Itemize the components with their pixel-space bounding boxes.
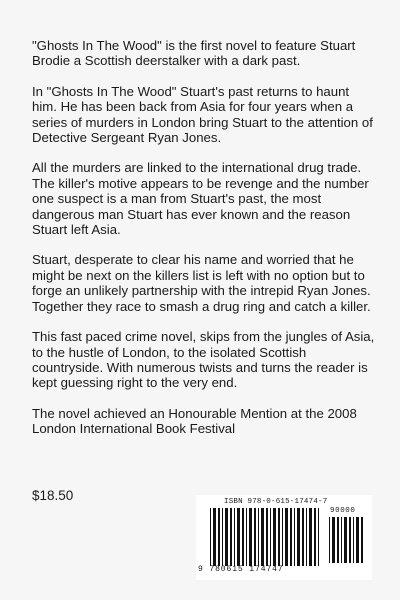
barcode-bar	[266, 508, 268, 566]
barcode-bar	[294, 508, 295, 566]
barcode-bar	[258, 508, 259, 566]
barcode-bar	[225, 508, 228, 566]
barcode-bar	[285, 508, 288, 566]
barcode-bar	[249, 508, 252, 566]
price-addon-number: 90000	[330, 507, 356, 515]
isbn-number: ISBN 978-0-615-17474-7	[224, 498, 328, 506]
barcode-bar	[242, 508, 244, 566]
blurb-paragraph-1: "Ghosts In The Wood" is the first novel to feature Stuart Brodie a Scottish deerstalker with a dark past.	[32, 38, 356, 69]
barcode-bar	[254, 508, 256, 566]
barcode-bar	[349, 517, 351, 563]
barcode-bar	[218, 508, 220, 566]
price-label: $18.50	[32, 488, 74, 503]
barcode-bar	[353, 517, 354, 563]
barcode-bar	[297, 508, 300, 566]
barcode-bar	[361, 517, 363, 563]
barcode-bar	[270, 508, 271, 566]
blurb-paragraph-2: In "Ghosts In The Wood" Stuart's past returns to haunt him. He has been back from Asia for four years when a series of murders in London bring Stuart to the attention of Detective Sergeant Ryan Jones.	[32, 83, 373, 146]
barcode-bar	[356, 517, 359, 563]
blurb-paragraph-5: This fast paced crime novel, skips from the jungles of Asia, to the hustle of London, to the isolated Scottish countryside. With numerous twists and turns the reader is kept guessing right to the very end.	[32, 329, 375, 391]
barcode-bar	[329, 517, 330, 563]
ean-barcode-bars	[210, 508, 322, 566]
barcode-bar	[302, 508, 304, 566]
barcode-bar	[213, 508, 216, 566]
barcode-bar	[332, 517, 335, 563]
isbn-barcode	[196, 495, 372, 580]
barcode-bar	[341, 517, 342, 563]
addon-barcode-bars	[329, 517, 365, 563]
barcode-bar	[273, 508, 276, 566]
barcode-bar	[234, 508, 235, 566]
barcode-bar	[337, 517, 339, 563]
ean-digits: 9 780615 174747	[198, 565, 284, 574]
blurb-paragraph-4: Stuart, desperate to clear his name and worried that he might be next on the killers list is left with no option but to forge an unlikely partnership with the intrepid Ryan Jones. Together they race to smash a drug ring and catch a killer.	[32, 252, 371, 314]
blurb-text	[32, 38, 377, 452]
barcode-bar	[290, 508, 292, 566]
barcode-bar	[344, 517, 347, 563]
barcode-bar	[237, 508, 240, 566]
barcode-bar	[306, 508, 307, 566]
barcode-bar	[246, 508, 247, 566]
barcode-bar	[318, 508, 319, 566]
blurb-paragraph-6: The novel achieved an Honourable Mention at the 2008 London International Book Festival	[32, 405, 357, 437]
barcode-bar	[309, 508, 312, 566]
barcode-bar	[314, 508, 316, 566]
barcode-bar	[261, 508, 264, 566]
barcode-bar	[210, 508, 211, 566]
barcode-bar	[230, 508, 232, 566]
barcode-bar	[222, 508, 223, 566]
barcode-bar	[282, 508, 283, 566]
blurb-paragraph-3: All the murders are linked to the international drug trade. The killer's motive appears to be revenge and the number one suspect is a man from Stuart's past, the most dangerous man Stuart has ever known and the reason Stuart left Asia.	[32, 160, 369, 238]
barcode-bar	[278, 508, 280, 566]
